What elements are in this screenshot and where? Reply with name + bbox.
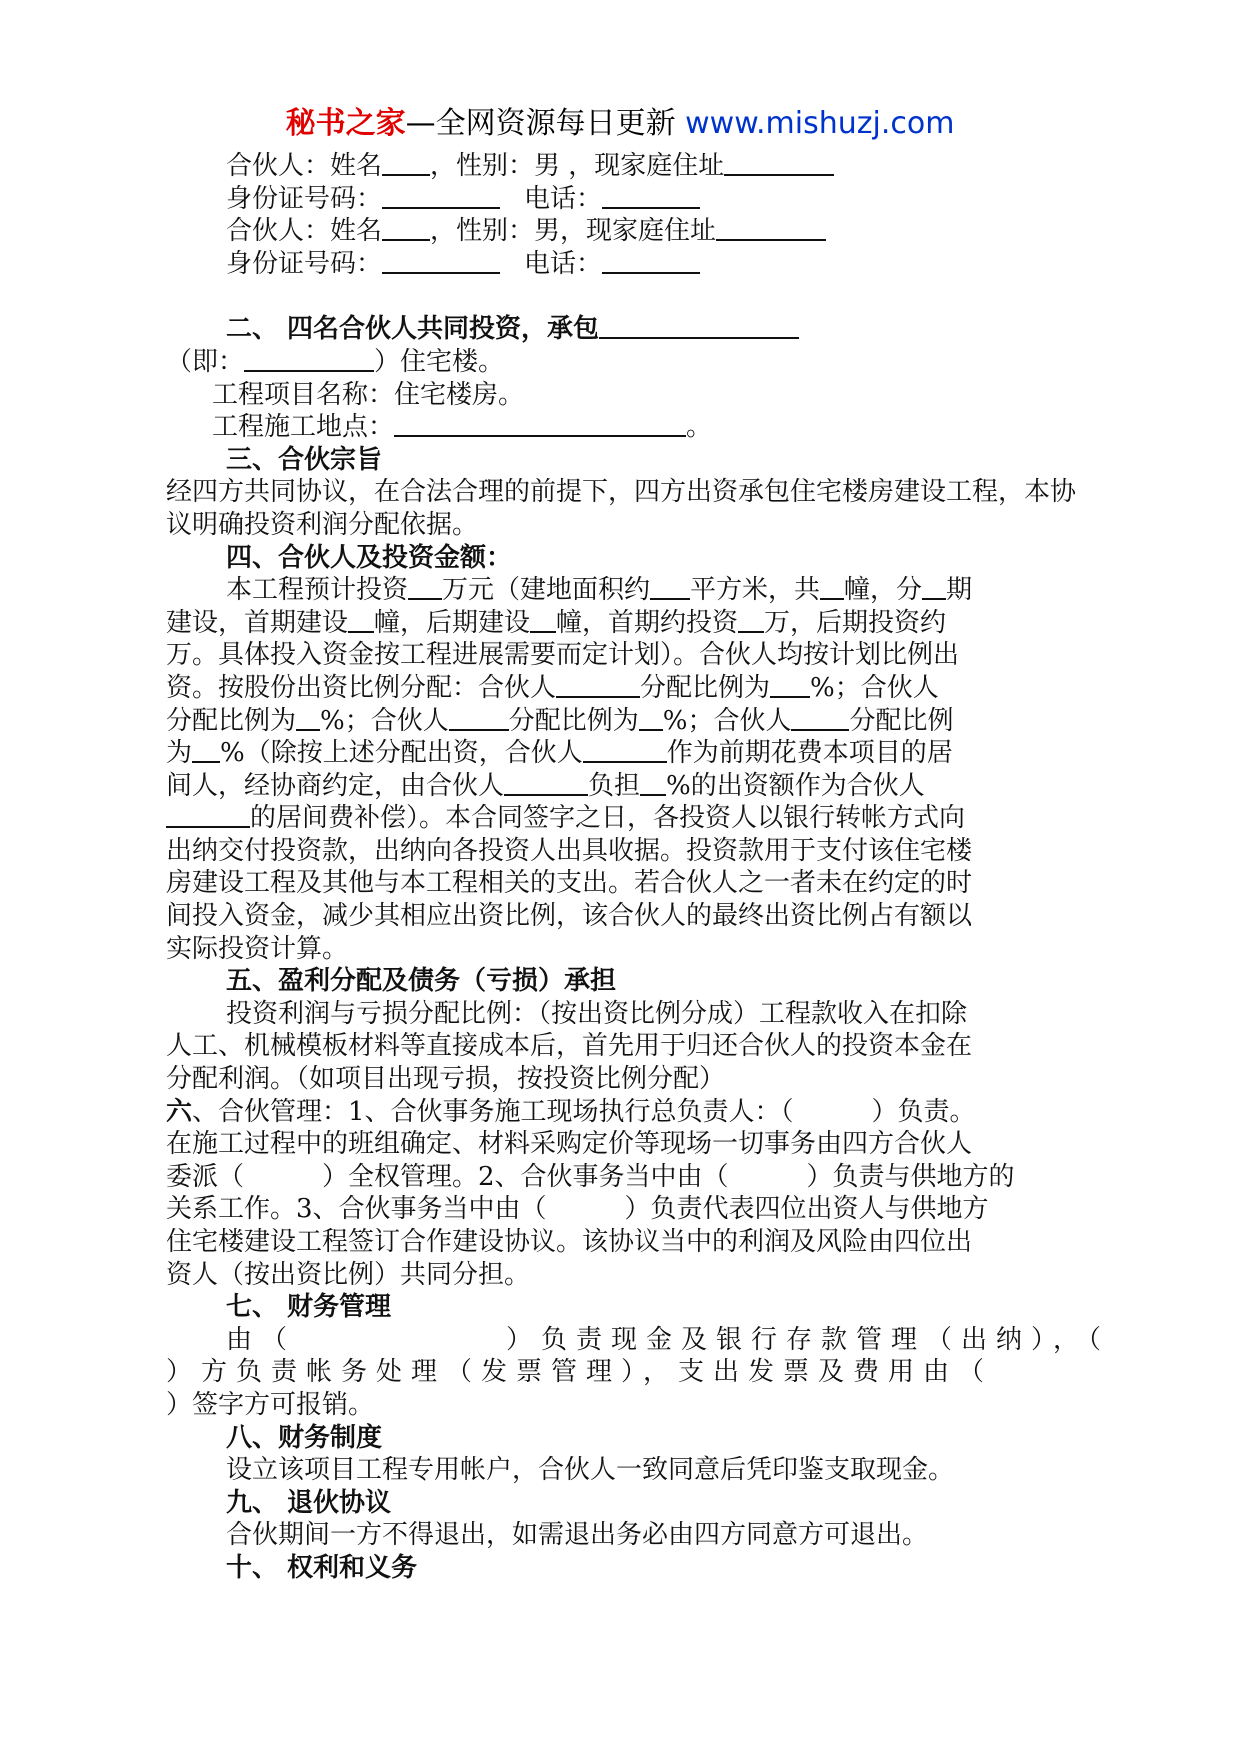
blank-line (504, 770, 588, 796)
blank-line (449, 705, 509, 731)
section-2-line (166, 346, 1076, 379)
text: 为 (166, 738, 193, 769)
text: 期 (946, 575, 973, 606)
text: 的居间费补偿）。本合同签字之日，各投资人以银行转帐方式向 (250, 803, 966, 834)
section-5-line-1: 投资利润与亏损分配比例：（按出资比例分成）工程款收入在扣除 (226, 998, 968, 1029)
text: 工程施工地点： (212, 412, 395, 443)
text: 幢，首期约投资 (556, 607, 739, 638)
section-8-heading: 八、财务制度 (226, 1422, 383, 1453)
text: 幢，分 (844, 575, 923, 606)
agreement-body (166, 150, 1111, 1585)
blank-line (382, 215, 430, 241)
site-header (0, 104, 1240, 144)
text: 负担 (588, 770, 641, 801)
blank-line (820, 574, 844, 600)
text: 建设，首期建设 (166, 607, 349, 638)
text: 身份证号码： (226, 183, 383, 214)
blank-line (791, 705, 849, 731)
section-4-line-11: 间投入资金，减少其相应出资比例，该合伙人的最终出资比例占有额以 (166, 901, 973, 932)
section-7-line-3: ）签字方可报销。 (166, 1389, 375, 1420)
section-4-line-7 (166, 770, 1076, 803)
blank-line (296, 705, 320, 731)
section-4-heading: 四、合伙人及投资金额： (226, 542, 513, 573)
section-3-heading: 三、合伙宗旨 (226, 444, 383, 475)
blank-line (394, 411, 686, 437)
section-4-line-1 (166, 574, 1076, 607)
text: 资。按股份出资比例分配：合伙人 (166, 672, 557, 703)
text: 间人，经协商约定，由合伙人 (166, 770, 505, 801)
text: 作为前期花费本项目的居 (666, 738, 953, 769)
header-slogan: —全网资源每日更新 (405, 106, 686, 141)
text: 分配比例为 (166, 705, 297, 736)
blank-line (724, 150, 834, 176)
text: 本工程预计投资 (226, 575, 409, 606)
section-4-line-4 (166, 672, 1076, 705)
project-name: 工程项目名称：住宅楼房。 (212, 379, 525, 410)
section-8-text: 设立该项目工程专用帐户，合伙人一致同意后凭印鉴支取现金。 (226, 1455, 955, 1486)
text: 幢，后期建设 (374, 607, 531, 638)
blank-line (382, 150, 430, 176)
blank-line (244, 346, 374, 372)
partner-1-line-1 (166, 150, 1076, 183)
section-4-line-9: 出纳交付投资款，出纳向各投资人出具收据。投资款用于支付该住宅楼 (166, 835, 973, 866)
blank-line (602, 183, 700, 209)
text: （即： (166, 346, 245, 377)
blank-line (770, 672, 810, 698)
section-4-line-5 (166, 705, 1076, 738)
section-4-line-10: 房建设工程及其他与本工程相关的支出。若合伙人之一者未在约定的时 (166, 868, 973, 899)
section-4-line-2 (166, 607, 1076, 640)
section-4-line-12: 实际投资计算。 (166, 933, 349, 964)
text: 平方米，共 (690, 575, 821, 606)
text: 身份证号码： (226, 248, 383, 279)
header-brand: 秘书之家 (285, 106, 406, 141)
blank-line (408, 574, 442, 600)
blank-line (602, 248, 700, 274)
section-7-line-2: ）方负责帐务处理（发票管理），支出发票及费用由（ (166, 1357, 994, 1388)
section-6-line-2: 在施工过程中的班组确定、材料采购定价等现场一切事务由四方合伙人 (166, 1129, 973, 1160)
section-5-line-2: 人工、机械模板材料等直接成本后，首先用于归还合伙人的投资本金在 (166, 1031, 973, 1062)
section-4-line-6 (166, 737, 1076, 770)
section-9-heading: 九、 退伙协议 (226, 1487, 392, 1518)
text: ，性别：男，现家庭住址 (430, 216, 717, 247)
blank-line (530, 607, 556, 633)
text: 万，后期投资约 (764, 607, 947, 638)
text: 。 (686, 412, 713, 443)
section-6-heading: 六 (166, 1096, 193, 1127)
text: %；合伙人 (810, 672, 939, 703)
section-6-line-6: 资人（按出资比例）共同分担。 (166, 1259, 531, 1290)
section-6-line-5: 住宅楼建设工程签订合作建设协议。该协议当中的利润及风险由四位出 (166, 1227, 973, 1257)
section-4-line-8 (166, 802, 1076, 835)
section-6-line-4: 关系工作。3、合伙事务当中由（ ）负责代表四位出资人与供地方 (166, 1194, 989, 1225)
blank-line (716, 215, 826, 241)
text: 电话： (524, 183, 603, 214)
section-7-heading: 七、 财务管理 (226, 1292, 392, 1323)
partner-2-line-1 (166, 215, 1076, 248)
section-10-heading: 十、 权利和义务 (226, 1552, 418, 1583)
blank-line (348, 607, 374, 633)
text: %（除按上述分配出资，合伙人 (220, 738, 583, 769)
blank-line (650, 574, 690, 600)
section-6-line-3: 委派（ ）全权管理。2、合伙事务当中由（ ）负责与供地方的 (166, 1161, 1015, 1192)
text: ，性别：男 ，现家庭住址 (430, 151, 725, 181)
text: %；合伙人 (662, 705, 792, 736)
text: 合伙人：姓名 (226, 151, 383, 181)
blank-line (166, 802, 250, 828)
text: %的出资额作为合伙人 (666, 770, 925, 801)
blank-line (639, 705, 663, 731)
text: %；合伙人 (320, 705, 449, 736)
blank-line (922, 574, 946, 600)
blank-line (382, 248, 500, 274)
blank-line (738, 607, 764, 633)
section-6-line-1 (166, 1096, 1076, 1129)
text: 分配比例 (849, 705, 954, 736)
text: 二、 四名合伙人共同投资，承包 (226, 314, 600, 345)
blank-line (556, 672, 640, 698)
section-4-line-3: 万。具体投入资金按工程进展需要而定计划）。合伙人均按计划比例出 (166, 640, 960, 671)
section-9-text: 合伙期间一方不得退出，如需退出务必由四方同意方可退出。 (226, 1520, 929, 1551)
blank-line (640, 770, 666, 796)
section-5-line-3: 分配利润。（如项目出现亏损，按投资比例分配） (166, 1064, 726, 1095)
text: 、合伙管理：1、合伙事务施工现场执行总负责人：（ ）负责。 (192, 1096, 976, 1127)
text: 万元（建地面积约 (442, 575, 651, 606)
text: 分配比例为 (640, 672, 771, 703)
blank-line (382, 183, 500, 209)
section-3-text: 经四方共同协议，在合法合理的前提下，四方出资承包住宅楼房建设工程，本协议明确投资利润分配依据。 (166, 477, 1077, 540)
partner-2-line-2 (166, 248, 1076, 281)
partner-1-line-2 (166, 183, 1076, 216)
blank-line (599, 313, 799, 339)
project-site (166, 411, 1076, 444)
blank-line (583, 737, 667, 763)
text: 合伙人：姓名 (226, 216, 383, 247)
section-7-line-1: 由（ ）负责现金及银行存款管理（出纳），（ (226, 1324, 1111, 1355)
text: 分配比例为 (508, 705, 639, 736)
section-5-heading: 五、盈利分配及债务（亏损）承担 (226, 966, 617, 997)
blank-line (192, 737, 220, 763)
text: 电话： (524, 248, 603, 279)
text: ）住宅楼。 (374, 346, 505, 377)
header-url-link[interactable]: www.mishuzj.com (685, 106, 955, 141)
section-2-heading (166, 313, 1076, 346)
